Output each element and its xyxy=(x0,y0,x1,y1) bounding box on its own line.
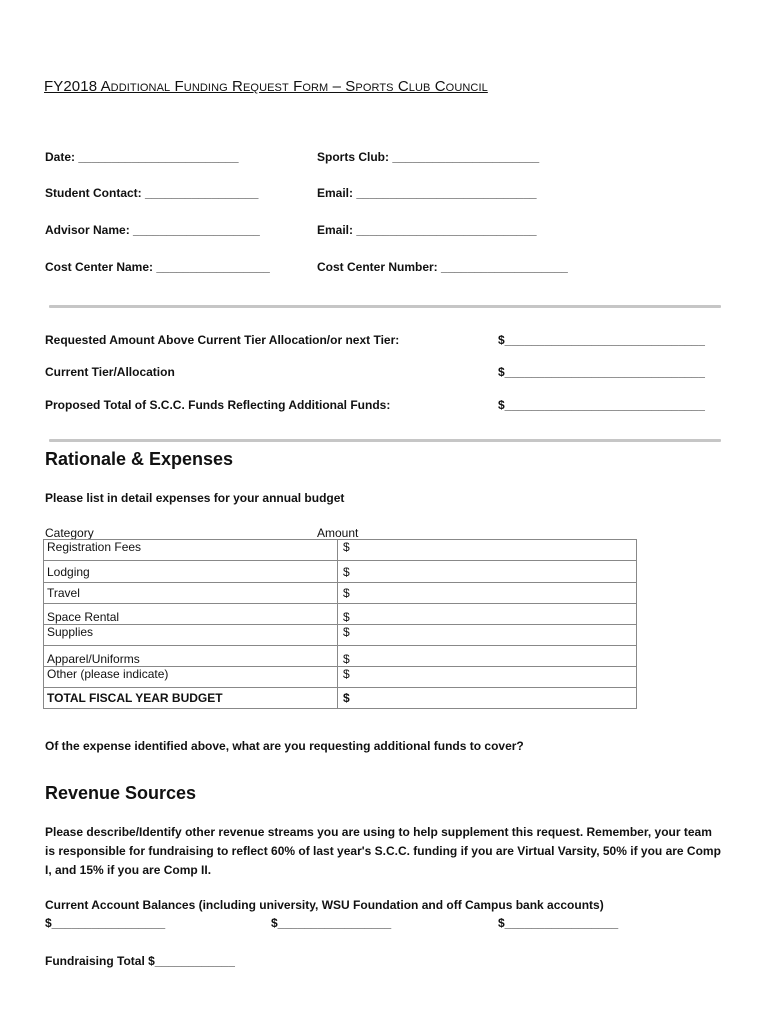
advisor-name-field[interactable]: Advisor Name: ___________________ xyxy=(45,223,260,237)
revenue-heading: Revenue Sources xyxy=(45,783,197,803)
revenue-paragraph: Please describe/Identify other revenue streams you are using to help supplement this request. Remember, your team is responsible for fundraising to reflect 60% of last year's S.C.C. funding if you are Virtual Varsity, 50% if you are Comp I, and 15% if you are Comp II. xyxy=(45,825,721,877)
total-row xyxy=(44,688,637,709)
table-row xyxy=(44,583,637,604)
student-contact-field[interactable]: Student Contact: _________________ xyxy=(45,186,259,200)
balances-label: Current Account Balances (including university, WSU Foundation and off Campus bank accounts) xyxy=(45,898,604,912)
amount-cell[interactable]: $ xyxy=(338,667,637,688)
total-amount-cell[interactable]: $ xyxy=(338,688,637,709)
student-email-field[interactable]: Email: ___________________________ xyxy=(317,186,537,200)
category-cell: Apparel/Uniforms xyxy=(44,646,338,667)
table-row xyxy=(44,625,637,646)
amount-cell[interactable]: $ xyxy=(338,540,637,561)
table-row xyxy=(44,604,637,625)
advisor-email-field[interactable]: Email: ___________________________ xyxy=(317,223,537,237)
cost-center-number-field[interactable]: Cost Center Number: ___________________ xyxy=(317,260,568,274)
category-cell: Registration Fees xyxy=(44,540,338,561)
amount-column-header: Amount xyxy=(317,526,359,540)
current-tier-field[interactable]: $______________________________ xyxy=(498,365,705,379)
rationale-instruction: Please list in detail expenses for your annual budget xyxy=(45,491,345,505)
date-field[interactable]: Date: ________________________ xyxy=(45,150,239,164)
category-cell: Travel xyxy=(44,583,338,604)
balance-field-3[interactable]: $_________________ xyxy=(498,916,619,930)
category-column-header: Category xyxy=(45,526,94,540)
category-cell: Space Rental xyxy=(44,604,338,625)
total-label-cell: TOTAL FISCAL YEAR BUDGET xyxy=(44,688,338,709)
table-row xyxy=(44,646,637,667)
requested-amount-label: Requested Amount Above Current Tier Allocation/or next Tier: xyxy=(45,333,400,347)
category-cell: Supplies xyxy=(44,625,338,646)
requested-amount-field[interactable]: $______________________________ xyxy=(498,333,705,347)
proposed-total-label: Proposed Total of S.C.C. Funds Reflecting Additional Funds: xyxy=(45,398,391,412)
divider xyxy=(49,439,721,442)
cost-center-name-field[interactable]: Cost Center Name: _________________ xyxy=(45,260,270,274)
current-tier-label: Current Tier/Allocation xyxy=(45,365,175,379)
amount-cell[interactable]: $ xyxy=(338,561,637,583)
proposed-total-field[interactable]: $______________________________ xyxy=(498,398,705,412)
balance-field-2[interactable]: $_________________ xyxy=(271,916,392,930)
table-row xyxy=(44,540,637,561)
balance-field-1[interactable]: $_________________ xyxy=(45,916,166,930)
fundraising-total-field[interactable]: Fundraising Total $____________ xyxy=(45,954,235,968)
expense-question: Of the expense identified above, what are you requesting additional funds to cover? xyxy=(45,739,524,753)
amount-cell[interactable]: $ xyxy=(338,646,637,667)
rationale-heading: Rationale & Expenses xyxy=(45,449,234,469)
amount-cell[interactable]: $ xyxy=(338,625,637,646)
divider xyxy=(49,305,721,308)
form-title: FY2018 Additional Funding Request Form – Sports Club Council xyxy=(44,78,488,95)
table-row xyxy=(44,667,637,688)
table-row xyxy=(44,561,637,583)
expense-table xyxy=(43,539,637,709)
category-cell: Other (please indicate) xyxy=(44,667,338,688)
sports-club-field[interactable]: Sports Club: ______________________ xyxy=(317,150,540,164)
amount-cell[interactable]: $ xyxy=(338,604,637,625)
category-cell: Lodging xyxy=(44,561,338,583)
amount-cell[interactable]: $ xyxy=(338,583,637,604)
